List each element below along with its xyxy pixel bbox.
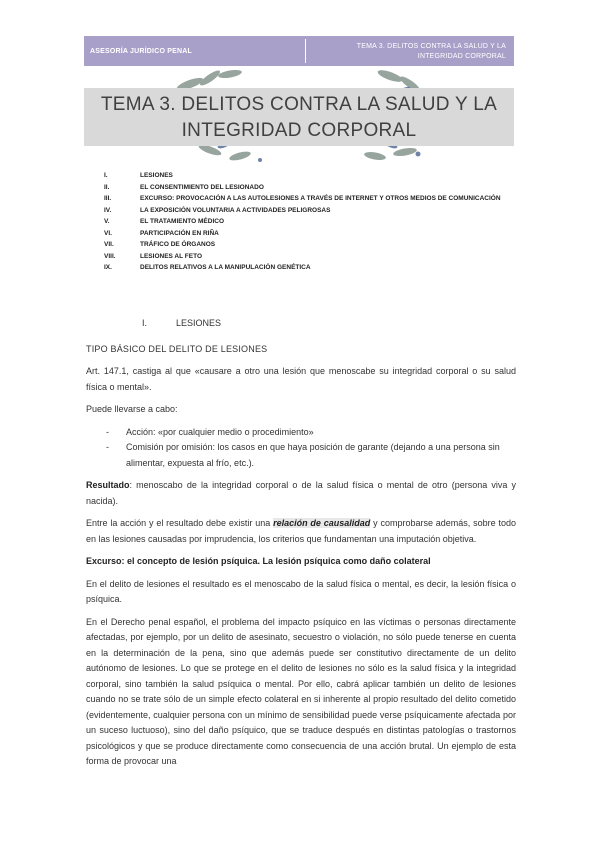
- toc-item: [104, 218, 524, 227]
- toc-label: PARTICIPACIÓN EN RIÑA: [140, 229, 219, 237]
- causalidad-text-a: Entre la acción y el resultado debe existir una: [86, 518, 274, 528]
- toc-number: VIII.: [104, 252, 116, 260]
- toc-item: [104, 264, 524, 273]
- toc-number: III.: [104, 195, 112, 202]
- main-content: [86, 316, 516, 777]
- toc-number: I.: [104, 172, 108, 179]
- header-right-label: TEMA 3. DELITOS CONTRA LA SALUD Y LA INTEGRIDAD CORPORAL: [356, 43, 506, 60]
- title-band: [84, 88, 514, 146]
- list-item: [86, 425, 516, 441]
- causalidad-emphasis: relación de causalidad: [273, 518, 371, 528]
- toc-item: [104, 184, 524, 193]
- paragraph-resultado: [86, 478, 516, 509]
- page-title-line-1: TEMA 3. DELITOS CONTRA LA SALUD Y LA: [100, 94, 498, 115]
- toc-number: VI.: [104, 229, 112, 237]
- section-heading: [142, 316, 516, 332]
- bullet-text: Comisión por omisión: los casos en que haya posición de garante (dejando a una persona sin alimentar, expuesta al frío, etc.).: [126, 442, 500, 468]
- toc-label: LESIONES: [140, 172, 173, 179]
- section-number: I.: [142, 318, 148, 328]
- causalidad-text-b: y comprobarse además, sobre todo en las lesiones causadas por imprudencia, los criterios que fundamentan una imputación objetiva.: [86, 518, 517, 544]
- table-of-contents: [104, 172, 524, 276]
- bullet-dash: -: [106, 426, 109, 437]
- bullet-list: [86, 425, 516, 472]
- toc-number: IV.: [104, 206, 112, 214]
- resultado-label: Resultado: [86, 480, 130, 490]
- resultado-text: : menoscabo de la integridad corporal o de la salud física o mental de otro (persona viva y nacida).: [86, 480, 516, 506]
- paragraph-derecho: En el Derecho penal español, el problema del impacto psíquico en las víctimas o personas directamente afectadas, por ejemplo, por un delito de asesinato, secuestro o violación, no sólo puede tenerse en cuenta en la determinación de la pena, sino que además puede ser constitutivo directamente de un delito autónomo de lesiones. Lo que se protege en el delito de lesiones no sólo es la salud física y la integridad corporal, sino también la salud psíquica o mental. Por ello, cabrá aplicar también un delito de lesiones cuando no se trate sólo de un simple efecto colateral en si inherente al propio resultado del delito cometido (evidentemente, cualquier persona con un mínimo de sensibilidad puede verse psíquicamente afectada por un suceso luctuoso), sino del daño psíquico, que se traduce después en distintas patologías o trastornos psicológicos y que se produce directamente como consecuencia de una acción brutal. Un ejemplo de esta forma de provocar una: [86, 616, 516, 766]
- toc-item: [104, 207, 524, 216]
- toc-item: [104, 230, 524, 239]
- list-item: [86, 440, 516, 471]
- section-label: LESIONES: [176, 318, 222, 328]
- paragraph-article: Art. 147.1, castiga al que «causare a otro una lesión que menoscabe su integridad corporal o su salud física o mental».: [86, 366, 516, 392]
- toc-label: LA EXPOSICIÓN VOLUNTARIA A ACTIVIDADES PELIGROSAS: [140, 206, 331, 214]
- toc-item: [104, 253, 524, 262]
- toc-label: LESIONES AL FETO: [140, 252, 203, 260]
- toc-item: [104, 172, 524, 181]
- page-header: [84, 36, 514, 66]
- bullet-dash: -: [106, 442, 109, 452]
- toc-item: [104, 241, 524, 250]
- excurso-title: Excurso: el concepto de lesión psíquica. La lesión psíquica como daño colateral: [86, 556, 431, 566]
- page-title: [84, 88, 514, 144]
- toc-number: IX.: [104, 264, 112, 271]
- header-left-label: ASESORÍA JURÍDICO PENAL: [90, 48, 192, 55]
- paragraph-puede: Puede llevarse a cabo:: [86, 404, 178, 414]
- toc-number: VII.: [104, 241, 114, 248]
- toc-label: DELITOS RELATIVOS A LA MANIPULACIÓN GENÉTICA: [140, 264, 311, 271]
- toc-label: TRÁFICO DE ÓRGANOS: [140, 241, 216, 248]
- paragraph-causalidad: [86, 516, 516, 547]
- toc-label: EXCURSO: PROVOCACIÓN A LAS AUTOLESIONES A TRAVÉS DE INTERNET Y OTROS MEDIOS DE COMUNICACIÓN: [140, 195, 501, 202]
- toc-label: EL TRATAMIENTO MÉDICO: [140, 218, 225, 225]
- bullet-text: Acción: «por cualquier medio o procedimiento»: [126, 426, 314, 437]
- page-title-line-2: INTEGRIDAD CORPORAL: [181, 120, 417, 141]
- excurso-heading: [86, 554, 516, 570]
- toc-number: II.: [104, 183, 110, 191]
- subsection-title: TIPO BÁSICO DEL DELITO DE LESIONES: [86, 343, 268, 354]
- toc-item: [104, 195, 524, 204]
- paragraph-delito: En el delito de lesiones el resultado es el menoscabo de la salud física o mental, es decir, la lesión física o psíquica.: [86, 578, 516, 604]
- toc-label: EL CONSENTIMIENTO DEL LESIONADO: [140, 183, 264, 191]
- toc-number: V.: [104, 218, 110, 225]
